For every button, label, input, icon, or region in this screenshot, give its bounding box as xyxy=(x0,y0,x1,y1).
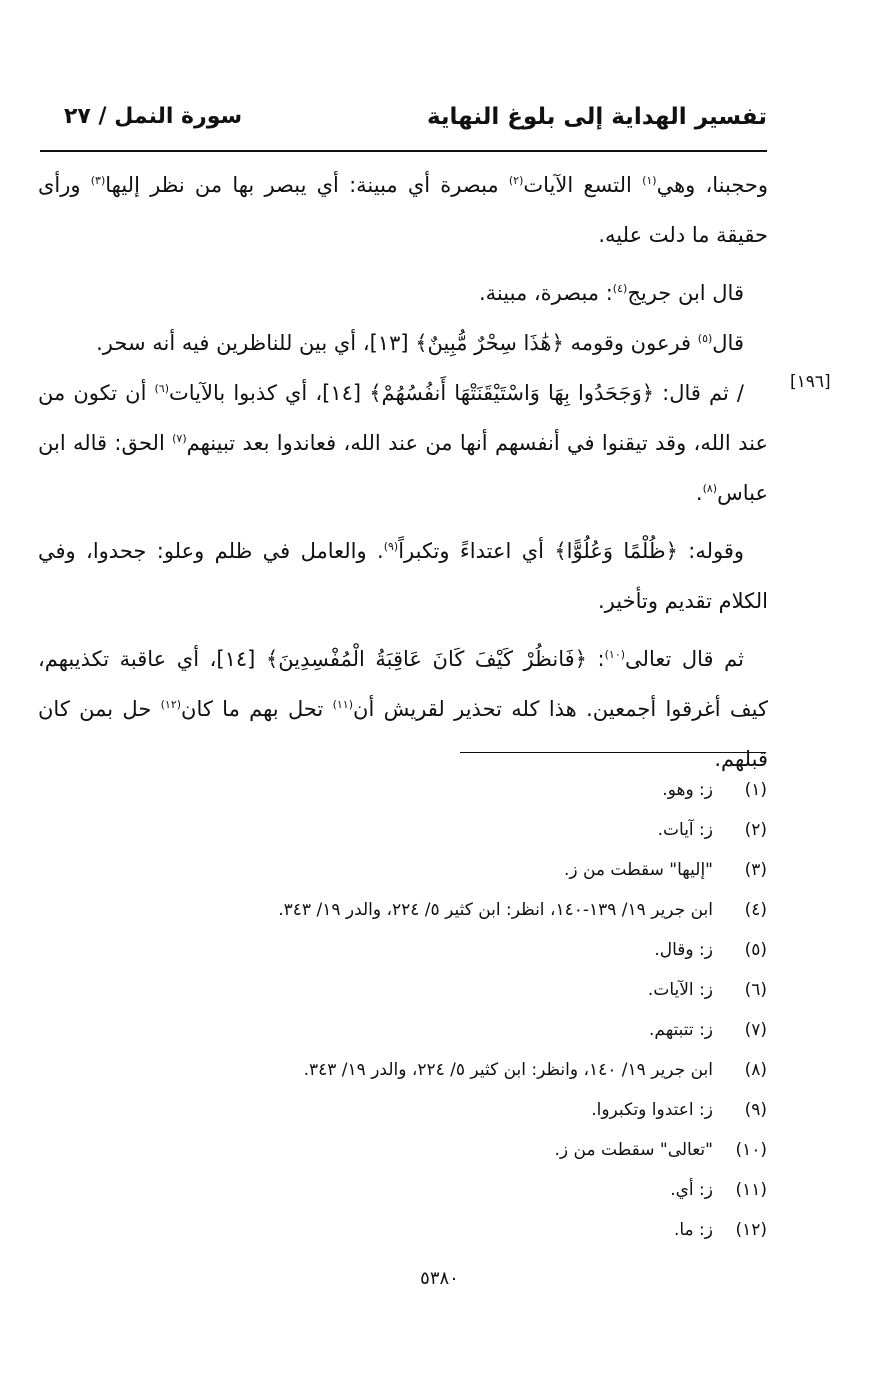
footnote-ref[interactable]: (١١) xyxy=(332,698,354,711)
footnote-number: (١) xyxy=(744,780,767,800)
book-title: تفسير الهداية إلى بلوغ النهاية xyxy=(426,104,767,130)
footnote-item xyxy=(150,932,767,972)
footnote-text: ز: ما. xyxy=(673,1220,713,1240)
footnote-text: ز: اعتدوا وتكبروا. xyxy=(591,1100,713,1120)
paragraph: قال ابن جريج$^{(٤)}$: مبصرة، مبينة. xyxy=(479,281,744,305)
footnote-text: ز: الآيات. xyxy=(647,980,713,1000)
paragraph: قال$^{(٥)}$ فرعون وقومه ﴿هَٰذَا سِحْرٌ مُّبِينٌ﴾ [١٣]، أي بين للناظرين فيه أنه سحر. xyxy=(96,331,744,355)
footnote-item xyxy=(150,852,767,892)
paragraph: / ثم قال: ﴿وَجَحَدُوا بِهَا وَاسْتَيْقَنَتْهَا أَنفُسُهُمْ﴾ [١٤]، أي كذبوا بالآيات$^{(٦)}$ أن تكون من عند الله، وقد تيقنوا في أنفسهم أنها من عند الله، فعاندوا بعد تبينهم$^{(٧)}$ الحق: قاله ابن عباس$^{(٨)}$. xyxy=(38,381,768,505)
footnote-text: ابن جرير ١٩/ ١٣٩-١٤٠، انظر: ابن كثير ٥/ ٢٢٤، والدر ١٩/ ٣٤٣. xyxy=(278,900,713,920)
footnote-item xyxy=(150,1012,767,1052)
footnote-item xyxy=(150,1052,767,1092)
footnote-number: (١٢) xyxy=(735,1220,767,1240)
footnote-ref[interactable]: (٥) xyxy=(697,332,713,345)
footnote-text: ز: تتبتهم. xyxy=(648,1020,713,1040)
footnote-ref[interactable]: (٩) xyxy=(383,540,399,553)
surah-label: سورة النمل / ٢٧ xyxy=(64,104,243,129)
quran-quote: ﴿ظُلْمًا وَعُلُوًّا﴾ xyxy=(554,539,678,563)
footnote-item xyxy=(150,972,767,1012)
footnote-rule xyxy=(460,752,766,753)
footnote-number: (٤) xyxy=(744,900,767,920)
footnote-ref[interactable]: (٧) xyxy=(172,432,187,445)
footnote-ref[interactable]: (١٢) xyxy=(160,698,182,711)
footnote-number: (١١) xyxy=(735,1180,767,1200)
footnote-number: (٣) xyxy=(744,860,767,880)
footnote-text: "تعالى" سقطت من ز. xyxy=(554,1140,713,1160)
footnote-number: (٧) xyxy=(744,1020,767,1040)
footnote-text: ز: وهو. xyxy=(662,780,713,800)
quran-quote: ﴿هَٰذَا سِحْرٌ مُّبِينٌ﴾ xyxy=(415,331,564,355)
footnote-item xyxy=(150,1092,767,1132)
header-rule xyxy=(40,150,767,152)
footnote-text: ز: أي. xyxy=(670,1180,713,1200)
footnote-text: ابن جرير ١٩/ ١٤٠، وانظر: ابن كثير ٥/ ٢٢٤، والدر ١٩/ ٣٤٣. xyxy=(303,1060,713,1080)
footnote-text: "إليها" سقطت من ز. xyxy=(563,860,713,880)
footnotes-list xyxy=(150,772,767,1252)
paragraph: ثم قال تعالى$^{(١٠)}$: ﴿فَانظُرْ كَيْفَ كَانَ عَاقِبَةُ الْمُفْسِدِينَ﴾ [١٤]، أي عاقبة تكذيبهم، كيف أغرقوا أجمعين. هذا كله تحذير لقريش أن$^{(١١)}$ تحل بهم ما كان$^{(١٢)}$ حل بمن كان قبلهم. xyxy=(38,647,768,771)
margin-note: [١٩٦] xyxy=(790,372,831,392)
running-header xyxy=(40,104,767,142)
footnote-number: (٥) xyxy=(744,940,767,960)
footnote-ref[interactable]: (١) xyxy=(642,174,657,187)
footnote-number: (١٠) xyxy=(735,1140,767,1160)
footnote-number: (٨) xyxy=(744,1060,767,1080)
footnote-number: (٩) xyxy=(744,1100,767,1120)
footnote-ref[interactable]: (٢) xyxy=(508,174,524,187)
footnote-ref[interactable]: (١٠) xyxy=(604,648,626,661)
quran-quote: ﴿وَجَحَدُوا بِهَا وَاسْتَيْقَنَتْهَا أَنفُسُهُمْ﴾ xyxy=(369,381,655,405)
footnote-item xyxy=(150,1172,767,1212)
footnote-text: ز: وقال. xyxy=(654,940,713,960)
footnote-item xyxy=(150,772,767,812)
footnote-ref[interactable]: (٣) xyxy=(90,174,106,187)
footnote-ref[interactable]: (٨) xyxy=(702,482,718,495)
footnote-item xyxy=(150,1212,767,1252)
footnote-number: (٦) xyxy=(744,980,767,1000)
quran-quote: ﴿فَانظُرْ كَيْفَ كَانَ عَاقِبَةُ الْمُفْسِدِينَ﴾ xyxy=(265,647,587,671)
page-number: ٥٣٨٠ xyxy=(420,1268,459,1289)
footnote-item xyxy=(150,892,767,932)
paragraph: وقوله: ﴿ظُلْمًا وَعُلُوًّا﴾ أي اعتداءً وتكبراً$^{(٩)}$. والعامل في ظلم وعلو: جحدوا، وفي الكلام تقديم وتأخير. xyxy=(38,539,768,613)
footnote-item xyxy=(150,812,767,852)
footnote-ref[interactable]: (٦) xyxy=(154,382,170,395)
paragraph: وحجبنا، وهي$^{(١)}$ التسع الآيات$^{(٢)}$ مبصرة أي مبينة: أي يبصر بها من نظر إليها$^{(٣)}$ ورأى حقيقة ما دلت عليه. xyxy=(38,173,769,247)
footnote-text: ز: آيات. xyxy=(657,820,713,840)
main-text xyxy=(38,160,768,784)
footnote-number: (٢) xyxy=(744,820,767,840)
footnote-ref[interactable]: (٤) xyxy=(612,282,628,295)
footnote-item xyxy=(150,1132,767,1172)
